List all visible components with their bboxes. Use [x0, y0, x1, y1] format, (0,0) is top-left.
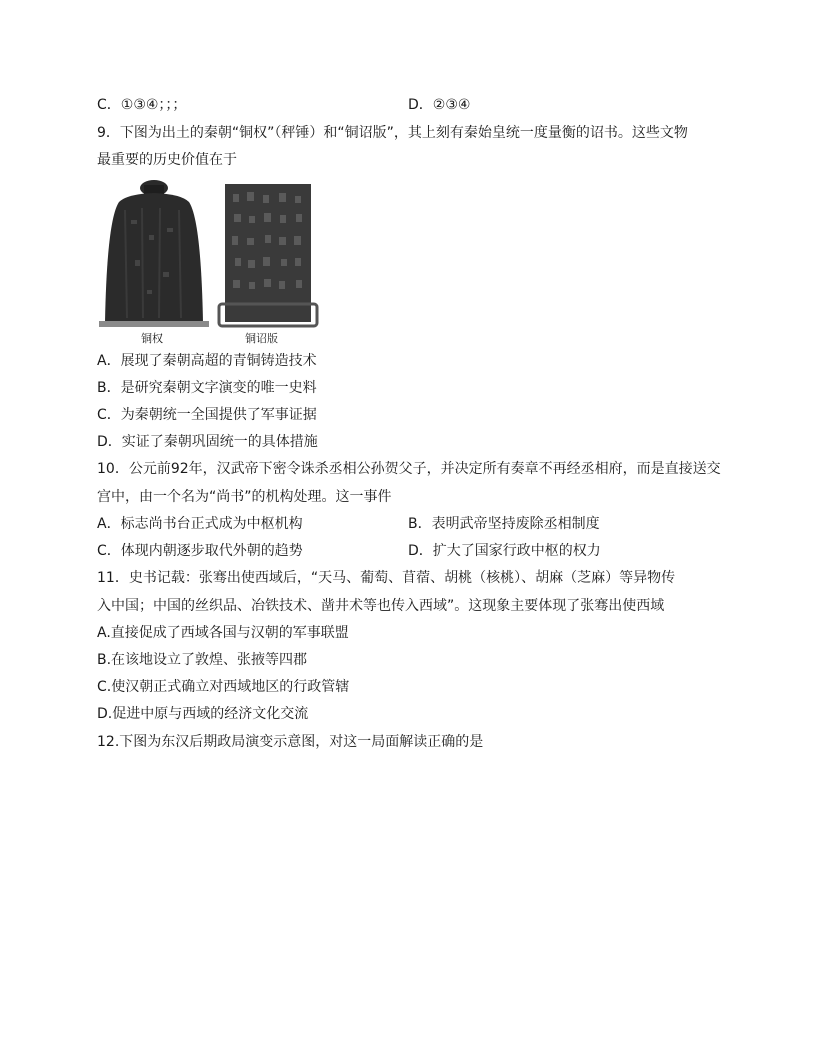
q10-stem-line2: 宫中，由一个名为“尚书”的机构处理。这一事件: [97, 489, 392, 505]
q9-stem-line1: 9．下图为出土的秦朝“铜权”（秤锤）和“铜诏版”，其上刻有秦始皇统一度量衡的诏书。这些文物: [97, 125, 688, 141]
q11-option-a: A.直接促成了西域各国与汉朝的军事联盟: [97, 625, 349, 641]
q9-stem-line2: 最重要的历史价值在于: [97, 152, 237, 168]
q9-artifact-figure: [97, 180, 323, 346]
q9-option-d: D．实证了秦朝巩固统一的具体措施: [97, 434, 318, 450]
caption-bronze-weight: 铜权: [141, 332, 163, 345]
bronze-edict-plate-image: [219, 184, 317, 326]
q11-option-d: D.促进中原与西域的经济文化交流: [97, 706, 309, 722]
q9-option-a: A．展现了秦朝高超的青铜铸造技术: [97, 353, 317, 369]
q10-option-d: D．扩大了国家行政中枢的权力: [408, 543, 601, 559]
q11-option-b: B.在该地设立了敦煌、张掖等四郡: [97, 652, 308, 668]
q10-stem-line1: 10．公元前92年，汉武帝下密令诛杀丞相公孙贺父子，并决定所有奏章不再经丞相府，而是直接送交: [97, 461, 721, 477]
artifact-photos: [97, 180, 323, 346]
q11-stem-line1: 11．史书记载：张骞出使西域后，“天马、葡萄、苜蓿、胡桃（核桃）、胡麻（芝麻）等异物传: [97, 570, 676, 586]
q12-stem: 12.下图为东汉后期政局演变示意图，对这一局面解读正确的是: [97, 734, 484, 750]
q11-option-c: C.使汉朝正式确立对西域地区的行政管辖: [97, 679, 350, 695]
bronze-weight-image: [99, 180, 209, 327]
q11-stem-line2: 入中国；中国的丝织品、冶铁技术、凿井术等也传入西域”。这现象主要体现了张骞出使西域: [97, 598, 665, 614]
caption-edict-plate: 铜诏版: [245, 332, 278, 345]
q10-option-b: B．表明武帝坚持废除丞相制度: [408, 516, 600, 532]
q8-option-d: D．②③④: [408, 97, 471, 113]
q10-option-a: A．标志尚书台正式成为中枢机构: [97, 516, 303, 532]
q8-option-c: C．①③④；；；: [97, 97, 187, 113]
q10-option-c: C．体现内朝逐步取代外朝的趋势: [97, 543, 303, 559]
q9-option-c: C．为秦朝统一全国提供了军事证据: [97, 407, 317, 423]
q9-option-b: B．是研究秦朝文字演变的唯一史料: [97, 380, 317, 396]
